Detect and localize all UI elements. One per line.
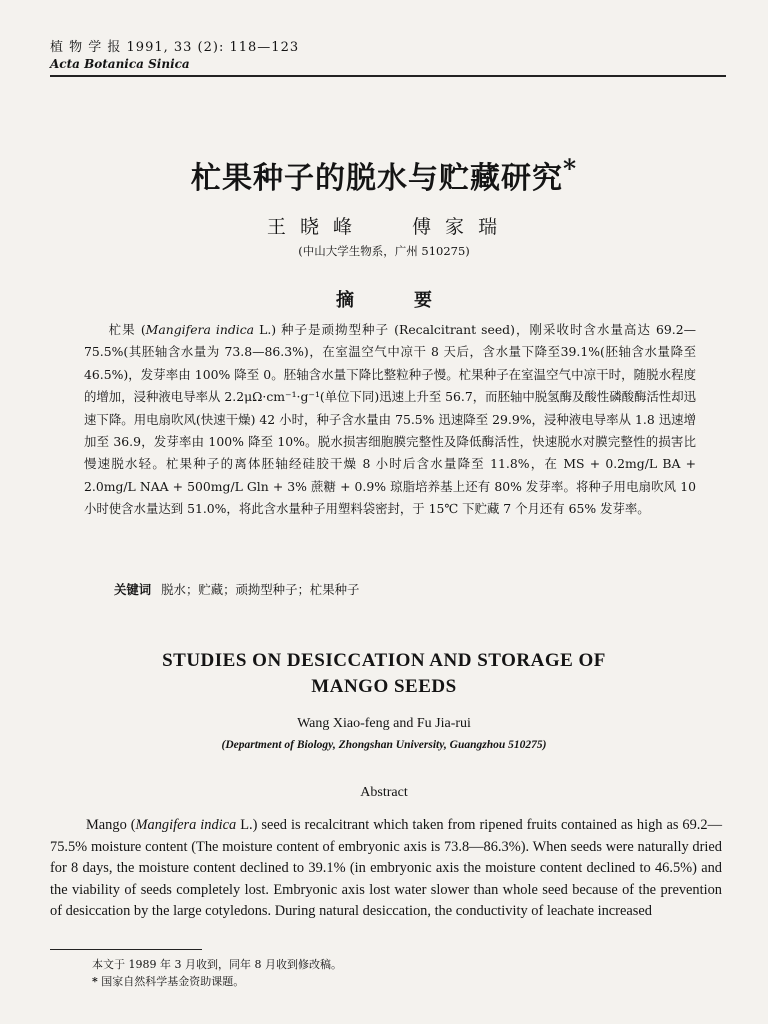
chinese-abstract-heading: 摘要 (336, 290, 492, 311)
chinese-author-2: 傅 家 瑞 (412, 216, 502, 238)
footnotes (92, 956, 342, 990)
english-authors: Wang Xiao-feng and Fu Jia-rui (297, 716, 471, 731)
english-abstract-heading: Abstract (360, 785, 408, 800)
chinese-keywords (114, 580, 359, 598)
header-rule (50, 75, 726, 77)
chinese-species-name: Mangifera indica (145, 322, 255, 337)
journal-header-chinese: 植 物 学 报 1991, 33 (2): 118—123 (50, 40, 300, 55)
english-abstract-paragraph: Mango (Mangifera indica L.) seed is recalcitrant which taken from ripened fruits contained as high as 69.2—75.5% moisture content (The moisture content of embryonic axis is 73.8—86.3%). When seeds were naturally dried for 8 days, the moisture content declined to 39.1% (in embryonic axis the moisture content declined to 46.5%) and the viability of seeds completely lost. Embryonic axis lost water slower than whole seed because of the prevention of desiccation by the large cotyledons. During natural desiccation, the conductivity of leachate increased (50, 817, 722, 919)
chinese-title (0, 153, 768, 197)
english-title-line-2: MANGO SEEDS (311, 676, 457, 697)
keywords-text: 脱水；贮藏；顽拗型种子；杧果种子 (161, 582, 360, 597)
chinese-abstract (84, 319, 696, 521)
keywords-label: 关键词 (114, 582, 152, 597)
title-footnote-mark: * (562, 154, 578, 183)
english-affiliation: (Department of Biology, Zhongshan University, Guangzhou 510275) (221, 739, 547, 751)
chinese-title-text: 杧果种子的脱水与贮藏研究 (190, 161, 563, 196)
footnote-received: 本文于 1989 年 3 月收到，同年 8 月收到修改稿。 (92, 958, 342, 971)
english-species-name: Mangifera indica (135, 817, 237, 833)
chinese-affiliation: (中山大学生物系，广州 510275) (298, 244, 470, 258)
footnote-rule (50, 949, 202, 950)
journal-header-english: Acta Botanica Sinica (50, 57, 190, 71)
english-title (0, 648, 768, 700)
chinese-author-1: 王 晓 峰 (266, 216, 356, 238)
english-title-line-1: STUDIES ON DESICCATION AND STORAGE OF (162, 650, 606, 671)
chinese-abstract-paragraph: 杧果 (Mangifera indica L.) 种子是顽拗型种子 (Recalcitrant seed)，刚采收时含水量高达 69.2—75.5%(其胚轴含水量为 73.8—86.3%)，在室温空气中凉干 8 天后，含水量下降至39.1%(胚轴含水量降至 46.5%)，发芽率由 100% 降至 0。胚轴含水量下降比整粒种子慢。杧果种子在室温空气中凉干时，随脱水程度的增加，浸种液电导率从 2.2μΩ·cm⁻¹·g⁻¹(单位下同)迅速上升至 56.7，而胚轴中脱氢酶及酸性磷酸酶活性却迅速下降。用电扇吹风(快速干燥) 42 小时，种子含水量由 75.5% 迅速降至 29.9%，浸种液电导率从 1.8 迅速增加至 36.9，发芽率由 100% 降至 10%。脱水损害细胞膜完整性及降低酶活性，快速脱水对膜完整性的损害比慢速脱水轻。杧果种子的离体胚轴经硅胶干燥 8 小时后含水量降至 11.8%，在 MS + 0.2mg/L BA + 2.0mg/L NAA + 500mg/L Gln + 3% 蔗糖 + 0.9% 琼脂培养基上还有 80% 发芽率。将种子用电扇吹风 10 小时使含水量达到 51.0%，将此含水量种子用塑料袋密封，于 15℃ 下贮藏 7 个月还有 65% 发芽率。 (84, 322, 696, 517)
chinese-authors (0, 212, 768, 239)
footnote-funding: * 国家自然科学基金资助课题。 (92, 975, 245, 988)
footnote-star: * (92, 975, 98, 988)
english-abstract (50, 815, 722, 923)
